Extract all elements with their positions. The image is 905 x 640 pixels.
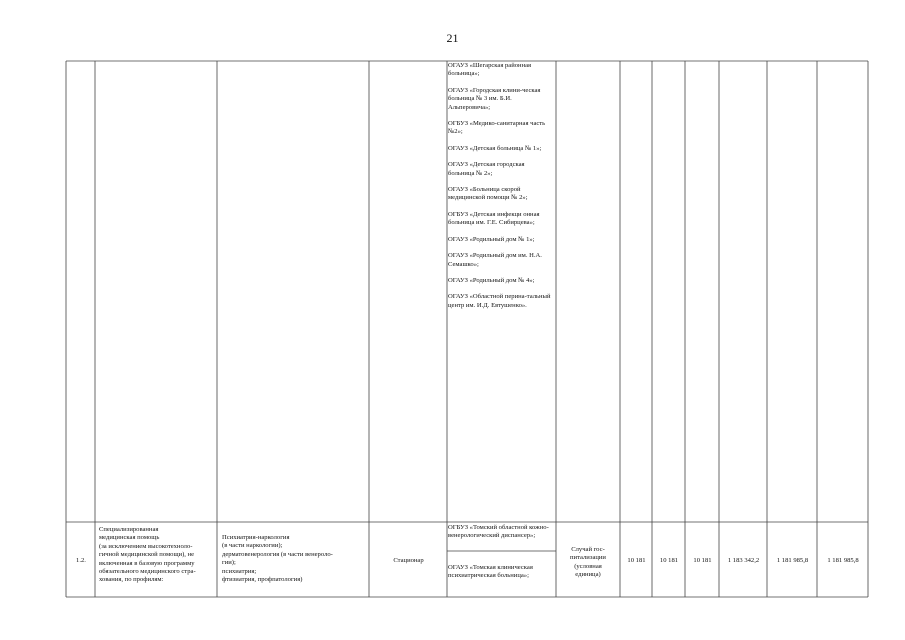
unit-line: Случай гос- [571,546,605,553]
unit-line: единица) [575,571,601,579]
list-item: ОГАУЗ «Шегарская районная больница»; [448,62,532,78]
list-item: ОГАУЗ «Городская клини-ческая больница № 3 им. Б.И. Альперовича»; [448,86,541,111]
profile-line: гии); [222,559,236,567]
profiles-cell [222,534,368,584]
row-number: 1.2. [76,557,86,564]
care-type-line: включенная в базовую программу [99,559,195,567]
organization-cell: ОГАУЗ «Томская клиническая психиатрическая больница»; [448,564,533,580]
list-item: ОГАУЗ «Родильный дом им. Н.А. Семашко»; [448,252,542,268]
list-item: ОГАУЗ «Детская больница № 1»; [448,144,542,152]
value-cell: 1 181 985,8 [827,557,859,564]
value-cell: 10 181 [693,557,712,564]
value-cell: 10 181 [659,557,679,564]
unit-line: питализации [570,554,606,562]
list-item: ОГАУЗ «Детская городская больница № 2»; [448,161,525,177]
condition-cell: Стационар [393,557,424,564]
page-number: 21 [446,31,459,45]
unit-cell [557,546,619,580]
list-item: ОГАУЗ «Областной перина-тальный центр им. И.Д. Евтушенко». [448,293,551,309]
care-type-line: обязательного медицинского стра- [99,568,196,576]
profile-line: психиатрия; [222,567,257,575]
value-cell: 1 181 985,8 [776,557,809,564]
profile-line: (в части наркологии); [222,542,283,550]
unit-line: (условная [574,562,602,570]
list-item: ОГАУЗ «Родильный дом № 4»; [448,276,535,284]
care-type-line: хования, по профилям: [99,576,164,584]
list-item: ОГБУЗ «Детская инфекци онная больница им. Г.Е. Сибирцева»; [448,210,540,227]
care-type-line: медицинская помощь [99,534,160,542]
organizations-list [448,62,552,318]
organization-cell: ОГБУЗ «Томский областной кожно-венерологический диспансер»; [448,524,549,540]
value-cell: 10 181 [627,557,646,564]
profile-line: Психиатрия-наркология [222,534,290,541]
care-type-line: гичной медицинской помощи), не [99,551,195,559]
care-type-line: Специализированная [99,526,159,533]
list-item: ОГАУЗ «Родильный дом № 1»; [448,235,535,243]
value-cell: 1 183 342,2 [727,557,760,564]
profile-line: дерматовенерология (в части венероло- [222,550,333,558]
profile-line: фтизиатрия, профпатология) [222,576,303,584]
list-item: ОГБУЗ «Медико-санитарная часть №2»; [448,120,546,136]
care-type-line: (за исключением высокотехноло- [99,542,193,550]
care-type-cell [99,526,213,585]
list-item: ОГАУЗ «Больница скорой медицинской помощи № 2»; [448,186,528,202]
